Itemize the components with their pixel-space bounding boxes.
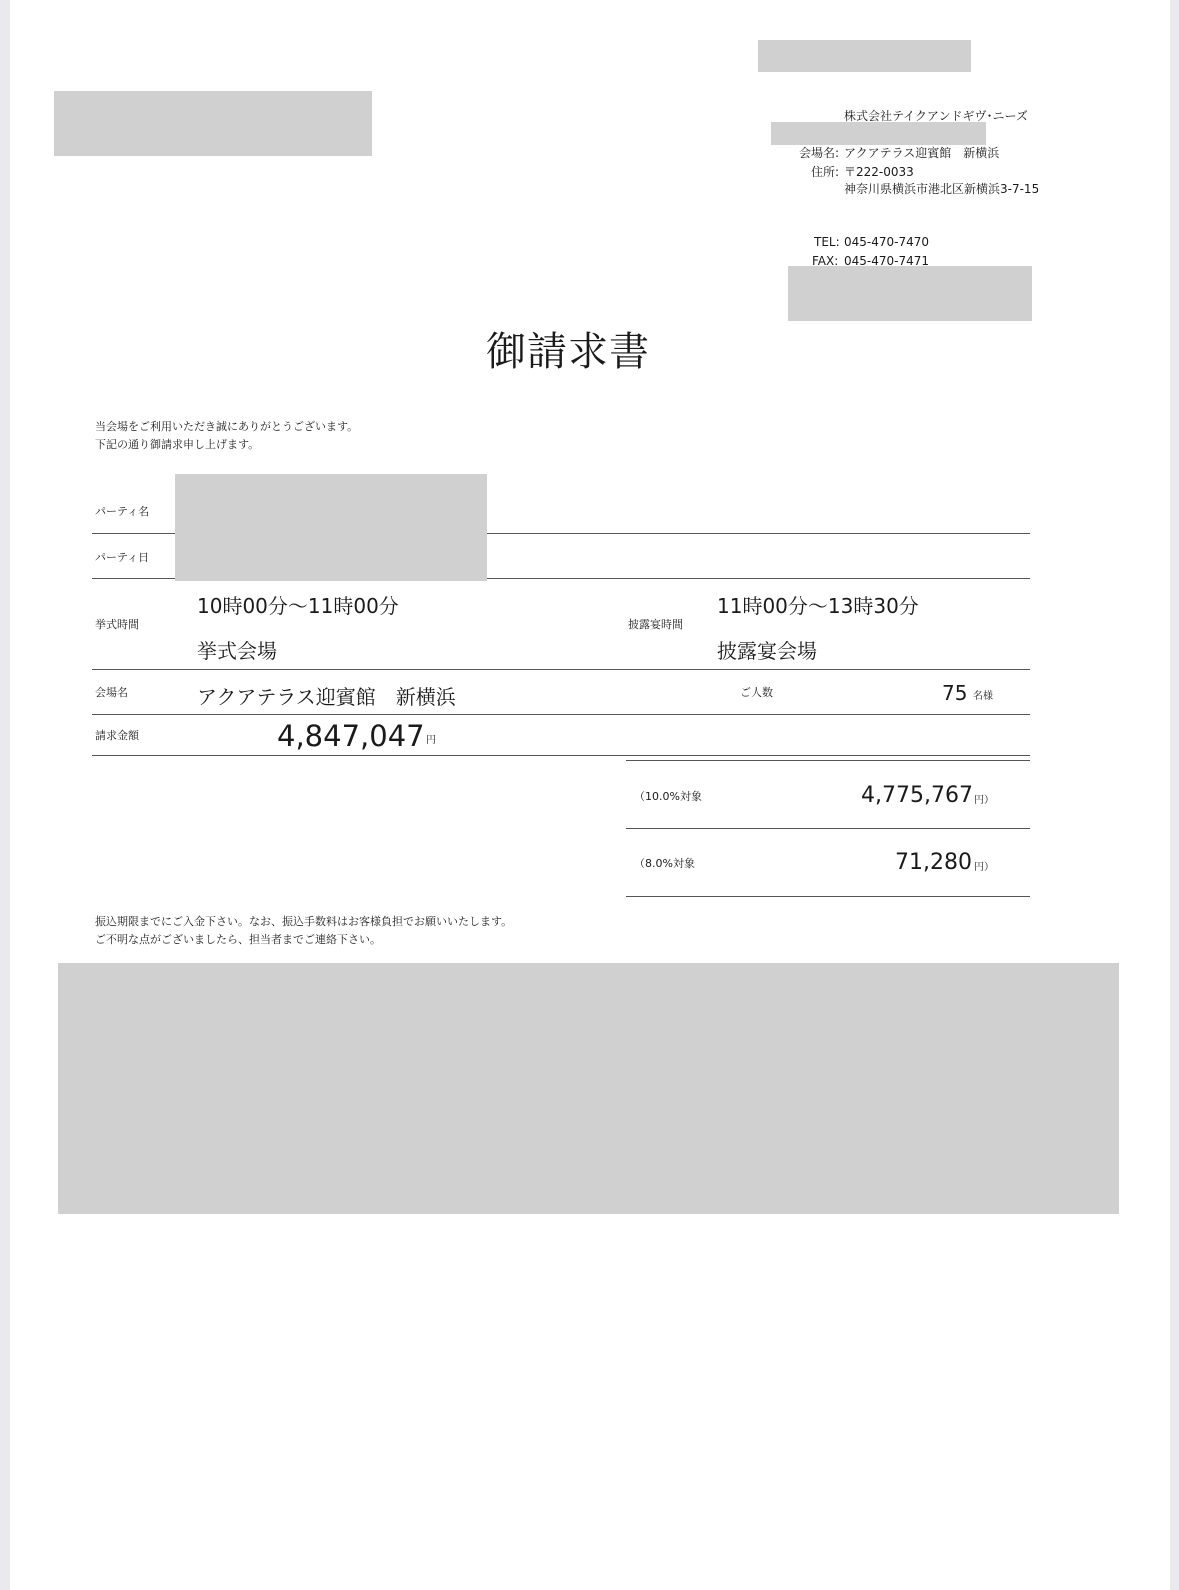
company-address-label: 住所: — [811, 165, 840, 179]
reception-time-label: 披露宴時間 — [628, 618, 683, 631]
tax-8-label: （8.0%対象 — [634, 857, 695, 870]
row-divider-billing — [92, 755, 1030, 756]
tax-8-amount: 71,280 — [895, 850, 972, 875]
row-divider-tax-2 — [626, 896, 1030, 897]
company-address: 神奈川県横浜市港北区新横浜3-7-15 — [844, 182, 1040, 196]
ceremony-venue: 挙式会場 — [197, 639, 277, 663]
party-date-label: パーティ日 — [95, 551, 150, 564]
redacted-party-info — [175, 474, 487, 581]
redacted-recipient — [54, 91, 372, 156]
reception-time: 11時00分～13時30分 — [717, 594, 919, 618]
note-line-2: ご不明な点がございましたら、担当者までご連絡下さい。 — [95, 933, 381, 946]
company-tel: 045-470-7470 — [844, 235, 930, 249]
billing-unit: 円 — [426, 735, 436, 746]
guests-value: 75 — [942, 681, 968, 705]
company-fax-label: FAX: — [812, 254, 839, 268]
invoice-page — [10, 0, 1170, 1590]
company-tel-label: TEL: — [814, 235, 840, 249]
greeting-line-1: 当会場をご利用いただき誠にありがとうございます。 — [95, 420, 359, 433]
venue-label: 会場名 — [95, 686, 128, 699]
tax-10-label: （10.0%対象 — [634, 790, 702, 803]
company-venue: アクアテラス迎賓館 新横浜 — [844, 146, 1000, 160]
note-line-1: 振込期限までにご入金下さい。なお、振込手数料はお客様負担でお願いいたします。 — [95, 915, 513, 928]
guests-unit: 名様 — [973, 691, 993, 702]
reception-venue: 披露宴会場 — [717, 639, 817, 663]
row-divider-venue — [92, 714, 1030, 715]
tax-10-unit: 円） — [974, 795, 994, 806]
row-divider-tax-1 — [626, 828, 1030, 829]
billing-amount: 4,847,047 — [277, 719, 425, 753]
tax-8-unit: 円） — [974, 862, 994, 873]
company-venue-label: 会場名: — [799, 146, 840, 160]
company-postal: 〒222-0033 — [844, 165, 914, 179]
billing-label: 請求金額 — [95, 729, 139, 742]
redacted-bank-info — [58, 963, 1119, 1214]
venue-value: アクアテラス迎賓館 新横浜 — [197, 685, 456, 709]
greeting-line-2: 下記の通り御請求申し上げます。 — [95, 438, 260, 451]
ceremony-time: 10時00分～11時00分 — [197, 594, 399, 618]
company-name: 株式会社テイクアンドギヴ･ニーズ — [844, 109, 1028, 123]
ceremony-time-label: 挙式時間 — [95, 618, 139, 631]
company-fax: 045-470-7471 — [844, 254, 930, 268]
guests-label: ご人数 — [740, 686, 773, 699]
tax-10-amount: 4,775,767 — [861, 783, 973, 808]
row-divider-time — [92, 669, 1030, 670]
party-name-label: パーティ名 — [95, 505, 150, 518]
redacted-block-company — [771, 122, 986, 145]
redacted-block-top — [758, 40, 971, 72]
redacted-stamp — [788, 266, 1032, 321]
page-title: 御請求書 — [486, 329, 650, 375]
row-divider-billing-double — [626, 760, 1030, 761]
